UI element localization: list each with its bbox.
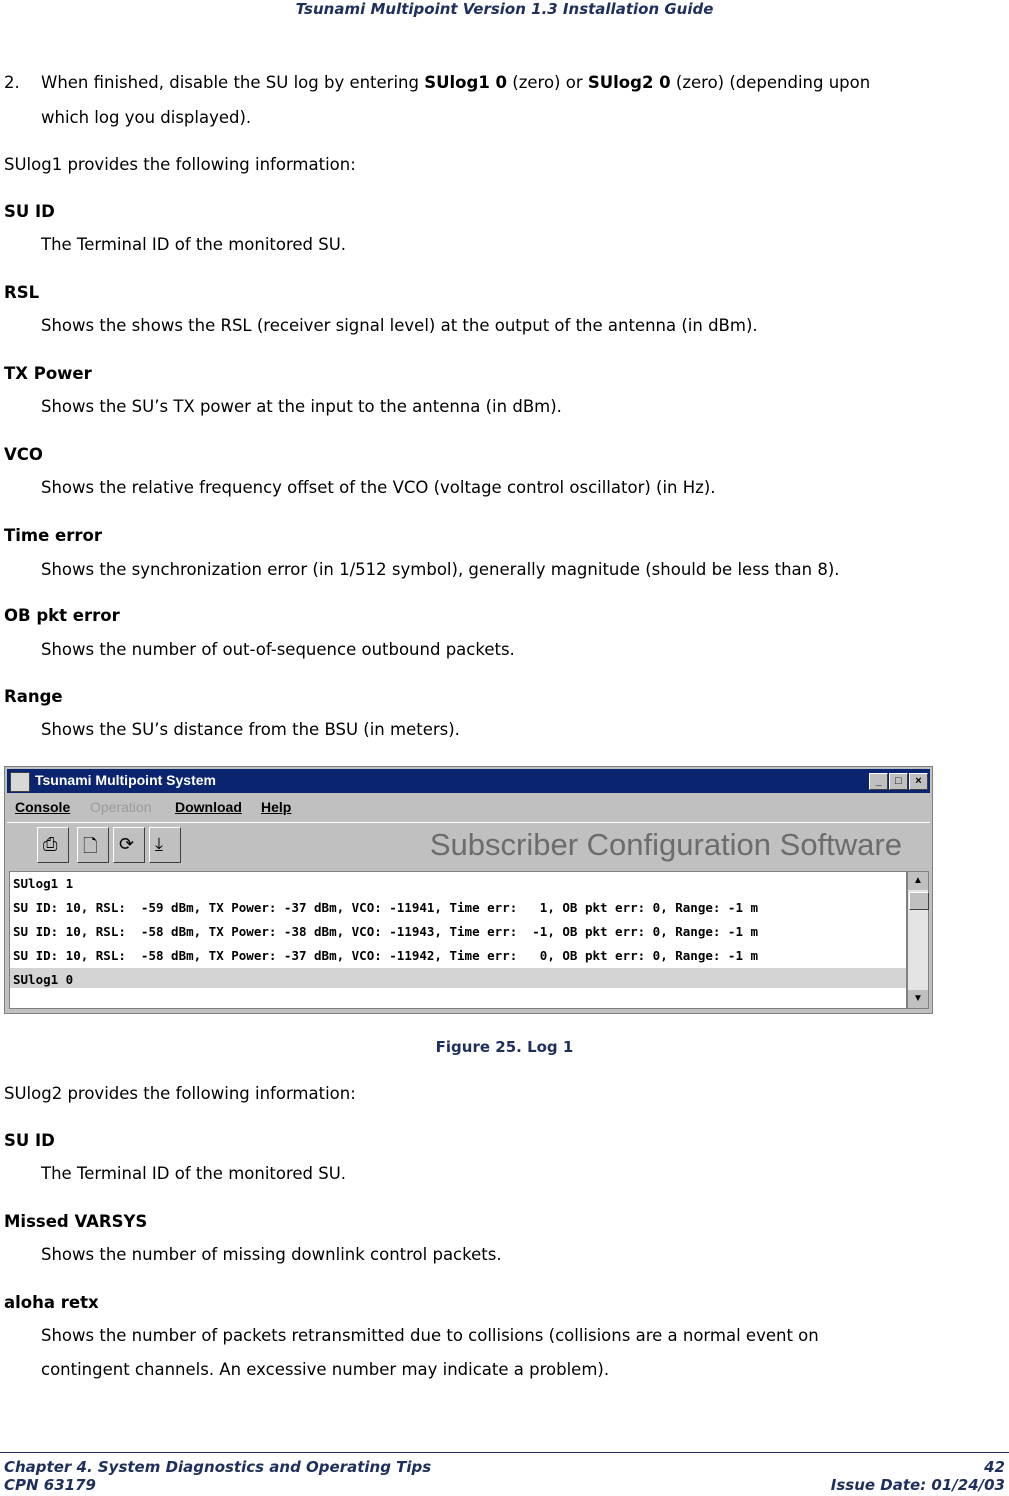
log-line: SU ID: 10, RSL: -58 dBm, TX Power: -38 dBm, VCO: -11943, Time err: -1, OB pkt err: 0, Range: -1 m xyxy=(13,924,759,939)
menu-console[interactable]: Console xyxy=(15,799,71,815)
selected-line-highlight xyxy=(10,968,906,988)
menu-operation[interactable]: Operation xyxy=(90,799,152,815)
sulog1-intro: SUlog1 provides the following information: xyxy=(4,155,356,174)
step-text: When finished, disable the SU log by entering SUlog1 0 (zero) or SUlog2 0 (zero) (depending upon xyxy=(41,73,871,92)
maximize-icon[interactable]: □ xyxy=(889,773,908,790)
def-aloha-retx-line2: contingent channels. An excessive number may indicate a problem). xyxy=(41,1360,610,1379)
def-aloha-retx: Shows the number of packets retransmitted due to collisions (collisions are a normal event on xyxy=(41,1326,819,1345)
sulog2-intro: SUlog2 provides the following information: xyxy=(4,1084,356,1103)
def-range: Shows the SU’s distance from the BSU (in meters). xyxy=(41,720,460,739)
menu-download[interactable]: Download xyxy=(175,799,242,815)
term-aloha-retx: aloha retx xyxy=(4,1293,99,1312)
printer-icon[interactable]: ⎙ xyxy=(37,827,69,863)
scroll-thumb[interactable] xyxy=(909,892,929,910)
def-tx-power: Shows the SU’s TX power at the input to the antenna (in dBm). xyxy=(41,397,562,416)
term-vco: VCO xyxy=(4,445,43,464)
def-vco: Shows the relative frequency offset of the VCO (voltage control oscillator) (in Hz). xyxy=(41,478,716,497)
app-window-screenshot xyxy=(4,766,933,1014)
term-su-id-2: SU ID xyxy=(4,1131,55,1150)
app-banner: Subscriber Configuration Software xyxy=(429,827,902,862)
figure-caption: Figure 25. Log 1 xyxy=(435,1038,574,1056)
scroll-up-icon[interactable]: ▲ xyxy=(908,872,928,890)
term-tx-power: TX Power xyxy=(4,364,92,383)
def-time-error: Shows the synchronization error (in 1/512 symbol), generally magnitude (should be less than 8). xyxy=(41,560,840,579)
term-range: Range xyxy=(4,687,63,706)
footer-cpn: CPN 63179 xyxy=(4,1476,96,1494)
term-missed-varsys: Missed VARSYS xyxy=(4,1212,148,1231)
menu-help[interactable]: Help xyxy=(261,799,292,815)
footer-rule xyxy=(0,1452,1009,1453)
footer-issue-date: Issue Date: 01/24/03 xyxy=(830,1476,1005,1494)
minimize-icon[interactable]: _ xyxy=(869,773,888,790)
close-icon[interactable]: × xyxy=(909,773,928,790)
def-ob-pkt-error: Shows the number of out-of-sequence outbound packets. xyxy=(41,640,515,659)
refresh-icon[interactable]: ⟳ xyxy=(113,827,145,863)
def-su-id-2: The Terminal ID of the monitored SU. xyxy=(41,1164,347,1183)
term-su-id: SU ID xyxy=(4,202,55,221)
term-ob-pkt-error: OB pkt error xyxy=(4,606,120,625)
command-sulog1: SUlog1 0 xyxy=(424,73,508,92)
log-output[interactable] xyxy=(9,871,907,1009)
window-titlebar xyxy=(7,769,930,793)
toolbar xyxy=(7,822,930,869)
scroll-down-icon[interactable]: ▼ xyxy=(908,990,928,1008)
new-document-icon[interactable]: 🗋 xyxy=(77,827,109,863)
step-text-line2: which log you displayed). xyxy=(41,108,252,127)
step-number: 2. xyxy=(4,73,20,92)
def-rsl: Shows the shows the RSL (receiver signal level) at the output of the antenna (in dBm). xyxy=(41,316,758,335)
page-header: Tsunami Multipoint Version 1.3 Installation Guide xyxy=(295,0,714,18)
log-line: SU ID: 10, RSL: -58 dBm, TX Power: -37 dBm, VCO: -11942, Time err: 0, OB pkt err: 0, Range: -1 m xyxy=(13,948,759,963)
log-line: SU ID: 10, RSL: -59 dBm, TX Power: -37 dBm, VCO: -11941, Time err: 1, OB pkt err: 0, Range: -1 m xyxy=(13,900,759,915)
footer-page-number: 42 xyxy=(984,1458,1005,1476)
menu-bar xyxy=(7,795,930,819)
log-line: SUlog1 0 xyxy=(13,972,74,987)
app-icon xyxy=(10,772,30,792)
footer-chapter: Chapter 4. System Diagnostics and Operating Tips xyxy=(4,1458,432,1476)
command-sulog2: SUlog2 0 xyxy=(587,73,671,92)
window-title: Tsunami Multipoint System xyxy=(35,772,216,788)
download-icon[interactable]: ⤓ xyxy=(149,827,181,863)
def-su-id: The Terminal ID of the monitored SU. xyxy=(41,235,347,254)
vertical-scrollbar[interactable] xyxy=(907,871,929,1009)
term-time-error: Time error xyxy=(4,526,102,545)
log-line: SUlog1 1 xyxy=(13,876,74,891)
term-rsl: RSL xyxy=(4,283,40,302)
def-missed-varsys: Shows the number of missing downlink control packets. xyxy=(41,1245,502,1264)
